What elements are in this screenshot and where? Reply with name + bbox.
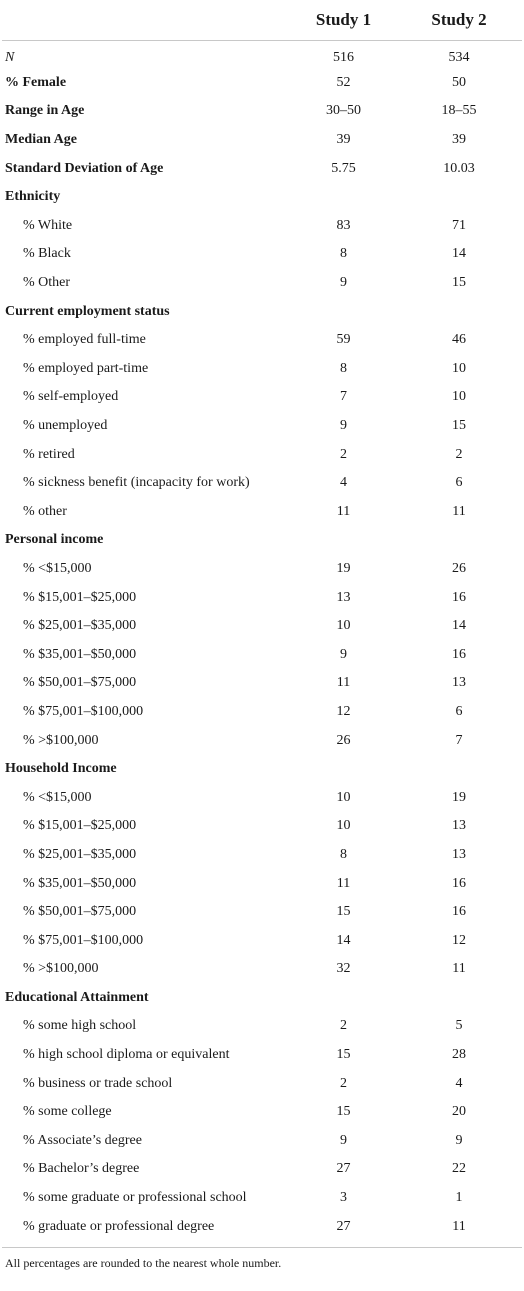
study-1-value: 2 [340, 1018, 347, 1034]
row-label: % some college [23, 1104, 112, 1120]
table-row [2, 469, 522, 498]
table-row [2, 440, 522, 469]
study-1-value: 4 [340, 475, 347, 491]
study-1-value [291, 755, 396, 784]
study-1-value [291, 984, 396, 1013]
row-label: % $15,001–$25,000 [23, 589, 137, 605]
table-row [2, 898, 522, 927]
study-1-value: 11 [336, 675, 351, 691]
study-1-value: 8 [340, 360, 347, 376]
section-header-row [2, 755, 522, 784]
section-title: Personal income [5, 532, 104, 548]
study-2-value: 16 [452, 589, 466, 605]
table-row [2, 1012, 522, 1041]
study-1-value: 27 [336, 1218, 351, 1234]
row-label: % some high school [23, 1018, 137, 1034]
study-2-value [396, 526, 522, 555]
study-2-value: 11 [452, 503, 466, 519]
study-1-value: 32 [336, 961, 351, 977]
table-row [2, 154, 522, 183]
table-row [2, 326, 522, 355]
study-1-value: 15 [336, 1047, 351, 1063]
study-2-value: 16 [452, 875, 466, 891]
table-row [2, 841, 522, 870]
study-2-value: 10 [452, 389, 466, 405]
study-2-value: 12 [452, 932, 466, 948]
section-header-row [2, 984, 522, 1013]
table-row [2, 126, 522, 155]
study-2-value [396, 755, 522, 784]
table-row [2, 40, 522, 69]
study-1-value: 8 [340, 846, 347, 862]
study-1-value: 10 [336, 818, 351, 834]
study-1-value: 15 [336, 904, 351, 920]
study-1-value: 13 [336, 589, 351, 605]
row-label: % sickness benefit (incapacity for work) [23, 475, 250, 491]
row-label: % $15,001–$25,000 [23, 818, 137, 834]
study-2-value: 13 [452, 675, 466, 691]
study-2-value: 6 [455, 703, 463, 719]
row-label: % $75,001–$100,000 [23, 932, 144, 948]
table-header [2, 0, 522, 40]
study-2-value: 39 [452, 132, 466, 148]
study-2-value [396, 183, 522, 212]
study-1-value: 9 [340, 275, 347, 291]
table-row [2, 555, 522, 584]
table-row [2, 612, 522, 641]
section-title: Household Income [5, 761, 117, 777]
study-1-value: 8 [340, 246, 347, 262]
section-title: Current employment status [5, 303, 170, 319]
table-row [2, 1127, 522, 1156]
study-2-value: 9 [455, 1132, 463, 1148]
study-1-value: 2 [340, 446, 347, 462]
table-row [2, 212, 522, 241]
row-label: % employed part-time [23, 360, 149, 376]
table-row [2, 1041, 522, 1070]
row-label: % >$100,000 [23, 961, 99, 977]
table-row [2, 583, 522, 612]
table-row [2, 498, 522, 527]
study-2-value: 14 [452, 246, 466, 262]
study-2-value: 11 [452, 961, 466, 977]
row-label: % >$100,000 [23, 732, 99, 748]
table-row [2, 869, 522, 898]
row-label: % $25,001–$35,000 [23, 846, 137, 862]
row-label: % business or trade school [23, 1075, 173, 1091]
table-row [2, 97, 522, 126]
study-1-value: 2 [340, 1075, 347, 1091]
section-header-row [2, 526, 522, 555]
study-1-value [291, 297, 396, 326]
table-row [2, 783, 522, 812]
table-row [2, 412, 522, 441]
row-label: Median Age [5, 132, 77, 148]
study-1-value [291, 183, 396, 212]
section-header-row [2, 183, 522, 212]
study-2-value: 16 [452, 646, 466, 662]
study-2-value: 1 [455, 1190, 463, 1206]
study-1-value: 26 [336, 732, 351, 748]
table-row [2, 955, 522, 984]
study-1-value: 15 [336, 1104, 351, 1120]
study-2-value: 11 [452, 1218, 466, 1234]
row-label: % $75,001–$100,000 [23, 703, 144, 719]
row-label: % $50,001–$75,000 [23, 904, 137, 920]
table-row [2, 240, 522, 269]
study-2-value: 15 [452, 418, 466, 434]
table-body [2, 40, 522, 1241]
study-1-value: 10 [336, 618, 351, 634]
row-label: % <$15,000 [23, 560, 92, 576]
study-1-value: 30–50 [326, 103, 361, 119]
table-row [2, 1069, 522, 1098]
row-label: % Female [5, 74, 67, 90]
study-1-value: 9 [340, 1132, 347, 1148]
study-2-value: 14 [452, 618, 466, 634]
study-1-value: 11 [336, 875, 351, 891]
table-row [2, 669, 522, 698]
study-2-value: 13 [452, 846, 466, 862]
study-1-value: 52 [336, 74, 351, 90]
study-1-value: 12 [336, 703, 351, 719]
row-label: Standard Deviation of Age [5, 160, 164, 176]
section-header-row [2, 297, 522, 326]
row-label: % self-employed [23, 389, 119, 405]
study-2-value: 50 [452, 74, 466, 90]
study-1-value: 83 [336, 217, 351, 233]
row-label: % Bachelor’s degree [23, 1161, 140, 1177]
study-2-value: 2 [455, 446, 463, 462]
row-label: % employed full-time [23, 332, 146, 348]
table-row [2, 269, 522, 298]
table-row [2, 726, 522, 755]
row-label: N [5, 49, 15, 65]
table-row [2, 1098, 522, 1127]
row-label: % graduate or professional degree [23, 1218, 215, 1234]
study-1-value [291, 526, 396, 555]
row-label: % high school diploma or equivalent [23, 1047, 230, 1063]
study-2-value: 7 [455, 732, 463, 748]
row-label: % White [23, 217, 73, 233]
row-label: % $35,001–$50,000 [23, 646, 137, 662]
demographics-table [2, 0, 522, 1241]
study-2-value: 28 [452, 1047, 466, 1063]
row-label: % Black [23, 246, 71, 262]
header-label-column [2, 0, 291, 40]
study-1-value: 7 [340, 389, 347, 405]
study-1-value: 10 [336, 789, 351, 805]
study-1-value: 516 [333, 49, 354, 65]
table-row [2, 698, 522, 727]
table-row [2, 383, 522, 412]
study-2-value: 22 [452, 1161, 466, 1177]
study-2-value: 13 [452, 818, 466, 834]
row-label: Range in Age [5, 103, 85, 119]
row-label: % $25,001–$35,000 [23, 618, 137, 634]
study-2-value: 71 [452, 217, 466, 233]
table-footnote: All percentages are rounded to the nearest whole number. [5, 1255, 282, 1270]
study-2-value: 10.03 [443, 160, 475, 176]
row-label: % some graduate or professional school [23, 1190, 247, 1206]
study-1-value: 39 [336, 132, 351, 148]
study-2-value: 534 [448, 49, 470, 65]
table-row [2, 69, 522, 98]
study-1-value: 19 [336, 560, 351, 576]
study-1-value: 5.75 [331, 160, 356, 176]
header-study-2: Study 2 [431, 9, 487, 29]
row-label: % retired [23, 446, 75, 462]
study-2-value: 5 [455, 1018, 463, 1034]
study-2-value [396, 297, 522, 326]
table-row [2, 1155, 522, 1184]
row-label: % unemployed [23, 418, 108, 434]
study-1-value: 9 [340, 646, 347, 662]
study-2-value: 15 [452, 275, 466, 291]
table-row [2, 640, 522, 669]
row-label: % $50,001–$75,000 [23, 675, 137, 691]
section-title: Ethnicity [5, 189, 61, 205]
row-label: % other [23, 503, 67, 519]
study-2-value: 20 [452, 1104, 466, 1120]
header-row [2, 0, 522, 40]
study-2-value: 26 [452, 560, 466, 576]
table-row [2, 355, 522, 384]
header-study-1: Study 1 [315, 9, 372, 29]
table-row [2, 1212, 522, 1241]
study-1-value: 59 [336, 332, 351, 348]
row-label: % <$15,000 [23, 789, 92, 805]
study-1-value: 14 [336, 932, 351, 948]
study-2-value: 10 [452, 360, 466, 376]
study-1-value: 27 [336, 1161, 351, 1177]
row-label: % Other [23, 275, 71, 291]
study-2-value: 18–55 [441, 103, 477, 119]
row-label: % Associate’s degree [23, 1132, 142, 1148]
table-row [2, 812, 522, 841]
study-2-value: 4 [455, 1075, 463, 1091]
study-2-value: 6 [455, 475, 463, 491]
study-1-value: 11 [336, 503, 351, 519]
row-label: % $35,001–$50,000 [23, 875, 137, 891]
table-row [2, 1184, 522, 1213]
study-2-value: 46 [452, 332, 466, 348]
study-2-value: 19 [452, 789, 466, 805]
study-1-value: 9 [340, 418, 347, 434]
study-2-value: 16 [452, 904, 466, 920]
table-row [2, 926, 522, 955]
study-2-value [396, 984, 522, 1013]
section-title: Educational Attainment [5, 989, 149, 1005]
study-1-value: 3 [340, 1190, 347, 1206]
